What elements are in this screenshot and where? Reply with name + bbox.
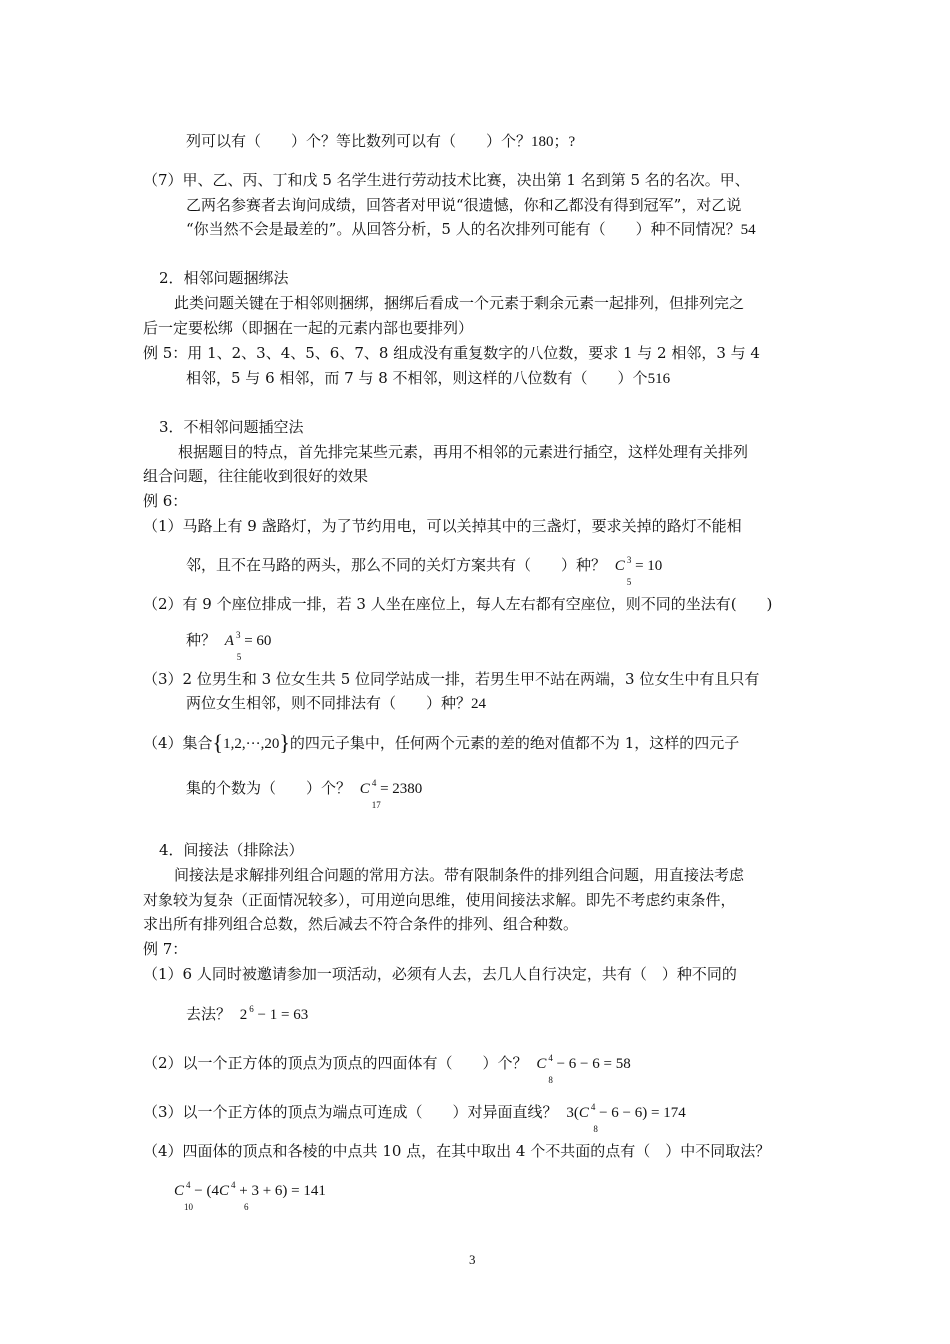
text-line: 两位女生相邻，则不同排法有（ ）种？24: [186, 694, 487, 712]
text-line: 例 7：: [143, 940, 188, 958]
text-line: 集的个数为（ ）个？ C $^4$ 17 = 2380: [186, 778, 423, 810]
formula: C $^4$ 8 − 6 − 6 = 58: [536, 1053, 631, 1085]
text-line: （4）四面体的顶点和各棱的中点共 10 点，在其中取出 4 个不共面的点有（ ）中不同取法？: [143, 1142, 771, 1160]
formula: A $^3$ 5 = 60: [224, 630, 272, 662]
text-line: 例 5：用 1、2、3、4、5、6、7、8 组成没有重复数字的八位数，要求 1 与 2 相邻，3 与 4: [143, 344, 760, 362]
text-line: 对象较为复杂（正面情况较多），可用逆向思维，使用间接法求解。即先不考虑约束条件，: [143, 891, 736, 909]
text-line: 去法？ 2 $^6$ − 1 = 63: [186, 1004, 309, 1023]
text-line: “你当然不会是最差的”。从回答分析，5 人的名次排列可能有（ ）种不同情况？54: [186, 220, 756, 238]
text-line: 乙两名参赛者去询问成绩，回答者对甲说“很遗憾，你和乙都没有得到冠军”，对乙说: [186, 196, 742, 214]
section-heading: 4．间接法（排除法）: [159, 841, 304, 859]
text-line: 邻，且不在马路的两头，那么不同的关灯方案共有（ ）种？ C $^3$ 5 = 10: [186, 555, 663, 587]
text-line: 根据题目的特点，首先排完某些元素，再用不相邻的元素进行插空，这样处理有关排列: [178, 443, 749, 461]
text-line: （4）集合{1,2,···,20}的四元子集中，任何两个元素的差的绝对值都不为 1，这样的四元子: [143, 730, 740, 755]
text-line: 求出所有排列组合总数，然后减去不符合条件的排列、组合种数。: [143, 915, 579, 933]
page-number: 3: [469, 1252, 476, 1267]
text-line: 组合问题，往往能收到很好的效果: [143, 467, 369, 485]
formula: C $^4$ 10 − (4C $^4$ 6 + 3 + 6) = 141: [174, 1180, 326, 1212]
left-brace-icon: {: [212, 730, 224, 755]
text-line: （1）6 人同时被邀请参加一项活动，必须有人去，去几人自行决定，共有（ ）种不同的: [143, 965, 737, 983]
text-line: （7）甲、乙、丙、丁和戊 5 名学生进行劳动技术比赛，决出第 1 名到第 5 名的名次。甲、: [143, 171, 750, 189]
text-line: 种？ A $^3$ 5 = 60: [186, 630, 272, 662]
text-line: [174, 1180, 326, 1212]
text-line: （2）有 9 个座位排成一排，若 3 人坐在座位上，每人左右都有空座位，则不同的坐法有( ): [143, 595, 773, 613]
formula: C $^3$ 5 = 10: [614, 555, 663, 587]
formula: 2 $^6$ − 1 = 63: [239, 1004, 309, 1023]
text-line: 间接法是求解排列组合问题的常用方法。带有限制条件的排列组合问题，用直接法考虑: [174, 866, 745, 884]
right-brace-icon: }: [279, 730, 290, 755]
text-line: 列可以有（ ）个？等比数列可以有（ ）个？180；?: [186, 132, 576, 150]
section-heading: 3．不相邻问题插空法: [159, 418, 304, 436]
text-line: 例 6：: [143, 492, 188, 510]
text-line: 此类问题关键在于相邻则捆绑，捆绑后看成一个元素于剩余元素一起排列，但排列完之: [174, 294, 745, 312]
text-line: （2）以一个正方体的顶点为顶点的四面体有（ ）个？ C $^4$ 8 − 6 − 6 = 58: [143, 1053, 631, 1085]
text-line: 相邻，5 与 6 相邻，而 7 与 8 不相邻，则这样的八位数有（ ）个516: [186, 369, 671, 387]
text-line: 后一定要松绑（即捆在一起的元素内部也要排列）: [143, 319, 474, 337]
text-line: （3）以一个正方体的顶点为端点可连成（ ）对异面直线？ 3(C $^4$ 8 − 6 − 6) = 174: [143, 1102, 686, 1134]
text-line: （3）2 位男生和 3 位女生共 5 位同学站成一排，若男生甲不站在两端，3 位女生中有且只有: [143, 670, 760, 688]
section-heading: 2．相邻问题捆绑法: [159, 269, 289, 287]
text-line: （1）马路上有 9 盏路灯，为了节约用电，可以关掉其中的三盏灯，要求关掉的路灯不能相: [143, 517, 742, 535]
formula: C $^4$ 17 = 2380: [359, 778, 423, 810]
formula: 3(C $^4$ 8 − 6 − 6) = 174: [566, 1102, 686, 1134]
